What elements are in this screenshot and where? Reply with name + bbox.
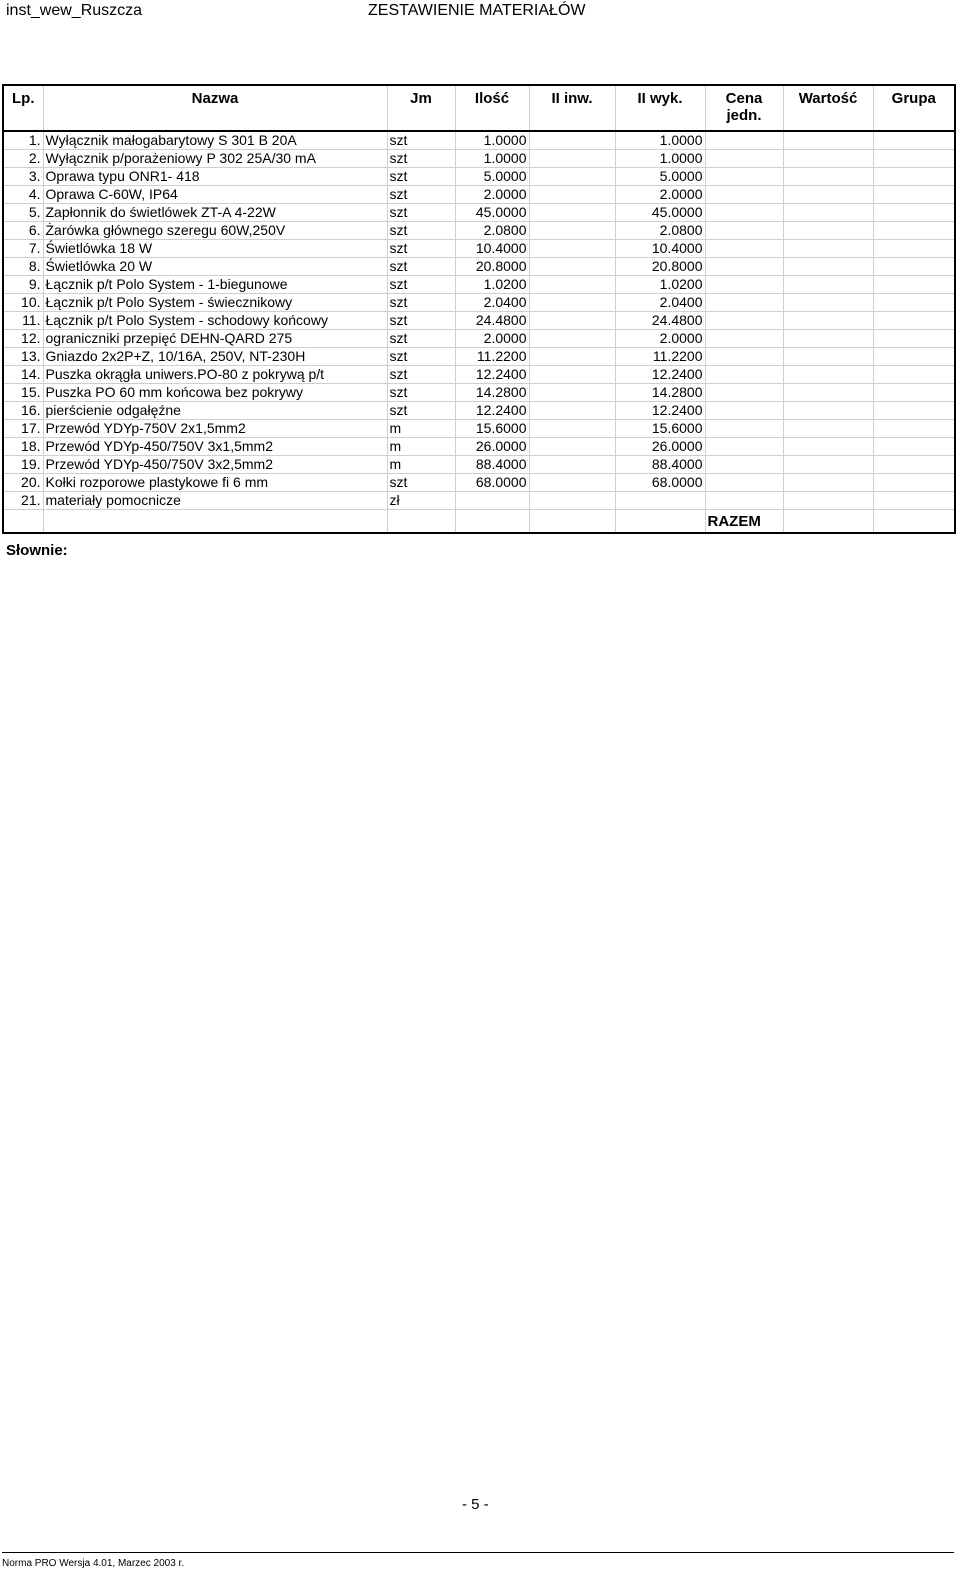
cell-lp: 13. bbox=[3, 348, 43, 366]
cell-ii-wyk: 15.6000 bbox=[615, 420, 705, 438]
cell-cena bbox=[705, 131, 783, 150]
cell-wartosc bbox=[783, 330, 873, 348]
cell-nazwa: Oprawa typu ONR1- 418 bbox=[43, 168, 387, 186]
cell-ii-wyk: 26.0000 bbox=[615, 438, 705, 456]
cell-ii-inw bbox=[529, 348, 615, 366]
cell-ii-inw bbox=[529, 186, 615, 204]
cell-ii-inw bbox=[529, 438, 615, 456]
cell-ii-inw bbox=[529, 294, 615, 312]
cell-ilosc: 2.0000 bbox=[455, 186, 529, 204]
cell-ii-wyk: 1.0000 bbox=[615, 131, 705, 150]
cell-grupa bbox=[873, 474, 955, 492]
cell-lp: 16. bbox=[3, 402, 43, 420]
cell-jm: szt bbox=[387, 276, 455, 294]
table-row bbox=[3, 312, 955, 330]
cell-grupa bbox=[873, 312, 955, 330]
cell-grupa bbox=[873, 438, 955, 456]
cell-jm: m bbox=[387, 456, 455, 474]
cell-jm: m bbox=[387, 420, 455, 438]
cell-jm: szt bbox=[387, 330, 455, 348]
cell-grupa bbox=[873, 276, 955, 294]
cell-wartosc bbox=[783, 204, 873, 222]
table-row bbox=[3, 222, 955, 240]
table-row bbox=[3, 348, 955, 366]
cell-ii-wyk: 12.2400 bbox=[615, 402, 705, 420]
cell-grupa bbox=[873, 366, 955, 384]
cell-wartosc bbox=[783, 312, 873, 330]
cell-ii-wyk: 2.0400 bbox=[615, 294, 705, 312]
cell-wartosc bbox=[783, 131, 873, 150]
cell-nazwa: Kołki rozporowe plastykowe fi 6 mm bbox=[43, 474, 387, 492]
table-row bbox=[3, 168, 955, 186]
cell-ii-wyk: 20.8000 bbox=[615, 258, 705, 276]
cell-jm: szt bbox=[387, 402, 455, 420]
cell-ii-wyk: 2.0000 bbox=[615, 186, 705, 204]
cell-ilosc: 2.0800 bbox=[455, 222, 529, 240]
cell-nazwa: Łącznik p/t Polo System - świecznikowy bbox=[43, 294, 387, 312]
cell-nazwa: Świetlówka 18 W bbox=[43, 240, 387, 258]
cell-jm: szt bbox=[387, 168, 455, 186]
cell-wartosc bbox=[783, 294, 873, 312]
cell-ii-wyk: 24.4800 bbox=[615, 312, 705, 330]
cell-ii-wyk: 5.0000 bbox=[615, 168, 705, 186]
cell-wartosc bbox=[783, 492, 873, 510]
table-row bbox=[3, 384, 955, 402]
cell-ii-inw bbox=[529, 312, 615, 330]
cell-lp: 20. bbox=[3, 474, 43, 492]
cell-ii-wyk: 10.4000 bbox=[615, 240, 705, 258]
cell-nazwa: Świetlówka 20 W bbox=[43, 258, 387, 276]
cell-ii-wyk: 2.0000 bbox=[615, 330, 705, 348]
col-nazwa: Nazwa bbox=[43, 85, 387, 131]
cell-lp: 11. bbox=[3, 312, 43, 330]
cell-cena bbox=[705, 402, 783, 420]
total-label: RAZEM bbox=[705, 510, 783, 534]
cell-wartosc bbox=[783, 186, 873, 204]
col-ii-inw: II inw. bbox=[529, 85, 615, 131]
cell-nazwa: Puszka okrągła uniwers.PO-80 z pokrywą p/t bbox=[43, 366, 387, 384]
cell-ilosc: 10.4000 bbox=[455, 240, 529, 258]
cell-ilosc: 12.2400 bbox=[455, 366, 529, 384]
cell-nazwa: Wyłącznik p/porażeniowy P 302 25A/30 mA bbox=[43, 150, 387, 168]
cell-jm: szt bbox=[387, 294, 455, 312]
cell-lp: 9. bbox=[3, 276, 43, 294]
cell-nazwa: Gniazdo 2x2P+Z, 10/16A, 250V, NT-230H bbox=[43, 348, 387, 366]
cell-ii-inw bbox=[529, 222, 615, 240]
cell-ilosc: 2.0400 bbox=[455, 294, 529, 312]
cell-lp: 10. bbox=[3, 294, 43, 312]
cell-cena bbox=[705, 474, 783, 492]
cell-grupa bbox=[873, 294, 955, 312]
cell-ilosc: 20.8000 bbox=[455, 258, 529, 276]
cell-ilosc: 24.4800 bbox=[455, 312, 529, 330]
cell-lp: 17. bbox=[3, 420, 43, 438]
col-grupa: Grupa bbox=[873, 85, 955, 131]
cell-wartosc bbox=[783, 456, 873, 474]
table-row bbox=[3, 240, 955, 258]
table-row bbox=[3, 330, 955, 348]
cell-grupa bbox=[873, 240, 955, 258]
cell-wartosc bbox=[783, 168, 873, 186]
cell-nazwa: ograniczniki przepięć DEHN-QARD 275 bbox=[43, 330, 387, 348]
footer-text: Norma PRO Wersja 4.01, Marzec 2003 r. bbox=[2, 1558, 185, 1569]
table-row bbox=[3, 402, 955, 420]
cell-ilosc: 12.2400 bbox=[455, 402, 529, 420]
cell-ii-inw bbox=[529, 150, 615, 168]
cell-grupa bbox=[873, 420, 955, 438]
cell-ilosc: 14.2800 bbox=[455, 384, 529, 402]
cell-ii-wyk: 68.0000 bbox=[615, 474, 705, 492]
col-ilosc: Ilość bbox=[455, 85, 529, 131]
cell-nazwa: Żarówka głównego szeregu 60W,250V bbox=[43, 222, 387, 240]
cell-lp: 3. bbox=[3, 168, 43, 186]
cell-wartosc bbox=[783, 438, 873, 456]
cell-cena bbox=[705, 312, 783, 330]
cell-nazwa: materiały pomocnicze bbox=[43, 492, 387, 510]
cell-ii-wyk: 45.0000 bbox=[615, 204, 705, 222]
cell-jm: szt bbox=[387, 348, 455, 366]
cell-wartosc bbox=[783, 474, 873, 492]
cell-grupa bbox=[873, 258, 955, 276]
table-header-row bbox=[3, 85, 955, 131]
cell-jm: szt bbox=[387, 384, 455, 402]
cell-cena bbox=[705, 150, 783, 168]
table-row bbox=[3, 131, 955, 150]
cell-cena bbox=[705, 168, 783, 186]
table-row bbox=[3, 258, 955, 276]
cell-nazwa: Zapłonnik do świetlówek ZT-A 4-22W bbox=[43, 204, 387, 222]
cell-jm: szt bbox=[387, 186, 455, 204]
materials-table bbox=[2, 84, 956, 534]
cell-ii-wyk: 88.4000 bbox=[615, 456, 705, 474]
cell-ii-inw bbox=[529, 384, 615, 402]
table-row bbox=[3, 456, 955, 474]
table-row bbox=[3, 204, 955, 222]
cell-lp: 12. bbox=[3, 330, 43, 348]
col-wartosc: Wartość bbox=[783, 85, 873, 131]
document-name: inst_wew_Ruszcza bbox=[6, 2, 143, 19]
cell-ilosc: 2.0000 bbox=[455, 330, 529, 348]
table-row bbox=[3, 492, 955, 510]
cell-ilosc: 88.4000 bbox=[455, 456, 529, 474]
table-row bbox=[3, 474, 955, 492]
cell-lp: 8. bbox=[3, 258, 43, 276]
cell-cena bbox=[705, 456, 783, 474]
cell-ii-wyk: 14.2800 bbox=[615, 384, 705, 402]
cell-jm: zł bbox=[387, 492, 455, 510]
cell-ilosc bbox=[455, 492, 529, 510]
cell-jm: szt bbox=[387, 150, 455, 168]
cell-cena bbox=[705, 276, 783, 294]
cell-ilosc: 15.6000 bbox=[455, 420, 529, 438]
cell-lp: 6. bbox=[3, 222, 43, 240]
cell-wartosc bbox=[783, 150, 873, 168]
cell-grupa bbox=[873, 330, 955, 348]
cell-ilosc: 1.0000 bbox=[455, 150, 529, 168]
cell-jm: szt bbox=[387, 222, 455, 240]
cell-ilosc: 5.0000 bbox=[455, 168, 529, 186]
table-row bbox=[3, 420, 955, 438]
col-ii-wyk: II wyk. bbox=[615, 85, 705, 131]
cell-ilosc: 45.0000 bbox=[455, 204, 529, 222]
cell-ii-inw bbox=[529, 456, 615, 474]
cell-lp: 18. bbox=[3, 438, 43, 456]
cell-ii-inw bbox=[529, 420, 615, 438]
cell-wartosc bbox=[783, 276, 873, 294]
table-row bbox=[3, 294, 955, 312]
cell-ii-inw bbox=[529, 492, 615, 510]
cell-jm: m bbox=[387, 438, 455, 456]
total-value bbox=[783, 510, 873, 534]
cell-ii-inw bbox=[529, 258, 615, 276]
cell-nazwa: Puszka PO 60 mm końcowa bez pokrywy bbox=[43, 384, 387, 402]
cell-ii-inw bbox=[529, 168, 615, 186]
cell-wartosc bbox=[783, 366, 873, 384]
cell-cena bbox=[705, 492, 783, 510]
cell-cena bbox=[705, 330, 783, 348]
cell-lp: 19. bbox=[3, 456, 43, 474]
cell-grupa bbox=[873, 222, 955, 240]
cell-cena bbox=[705, 348, 783, 366]
cell-jm: szt bbox=[387, 131, 455, 150]
cell-grupa bbox=[873, 384, 955, 402]
document-title: ZESTAWIENIE MATERIAŁÓW bbox=[368, 2, 586, 19]
cell-grupa bbox=[873, 456, 955, 474]
col-jm: Jm bbox=[387, 85, 455, 131]
cell-ii-wyk: 11.2200 bbox=[615, 348, 705, 366]
cell-cena bbox=[705, 366, 783, 384]
cell-jm: szt bbox=[387, 204, 455, 222]
cell-cena bbox=[705, 204, 783, 222]
cell-cena bbox=[705, 240, 783, 258]
cell-jm: szt bbox=[387, 258, 455, 276]
cell-ilosc: 26.0000 bbox=[455, 438, 529, 456]
cell-wartosc bbox=[783, 222, 873, 240]
cell-wartosc bbox=[783, 384, 873, 402]
cell-grupa bbox=[873, 131, 955, 150]
cell-ilosc: 1.0000 bbox=[455, 131, 529, 150]
cell-cena bbox=[705, 384, 783, 402]
col-lp: Lp. bbox=[3, 85, 43, 131]
cell-nazwa: Oprawa C-60W, IP64 bbox=[43, 186, 387, 204]
cell-ii-wyk: 12.2400 bbox=[615, 366, 705, 384]
cell-ii-inw bbox=[529, 204, 615, 222]
cell-ii-wyk: 1.0000 bbox=[615, 150, 705, 168]
cell-cena bbox=[705, 258, 783, 276]
cell-grupa bbox=[873, 150, 955, 168]
table-row bbox=[3, 438, 955, 456]
cell-ii-inw bbox=[529, 131, 615, 150]
cell-grupa bbox=[873, 402, 955, 420]
cell-ii-inw bbox=[529, 366, 615, 384]
cell-nazwa: Łącznik p/t Polo System - schodowy końcowy bbox=[43, 312, 387, 330]
cell-jm: szt bbox=[387, 366, 455, 384]
cell-ii-wyk bbox=[615, 492, 705, 510]
table-row bbox=[3, 186, 955, 204]
cell-ii-inw bbox=[529, 402, 615, 420]
cell-cena bbox=[705, 438, 783, 456]
cell-jm: szt bbox=[387, 240, 455, 258]
cell-lp: 4. bbox=[3, 186, 43, 204]
cell-jm: szt bbox=[387, 312, 455, 330]
cell-cena bbox=[705, 294, 783, 312]
cell-ii-wyk: 1.0200 bbox=[615, 276, 705, 294]
cell-grupa bbox=[873, 186, 955, 204]
cell-cena bbox=[705, 420, 783, 438]
table-row bbox=[3, 366, 955, 384]
cell-ii-inw bbox=[529, 474, 615, 492]
cell-cena bbox=[705, 222, 783, 240]
cell-lp: 7. bbox=[3, 240, 43, 258]
total-row bbox=[3, 510, 955, 534]
cell-wartosc bbox=[783, 258, 873, 276]
cell-grupa bbox=[873, 204, 955, 222]
cell-ii-wyk: 2.0800 bbox=[615, 222, 705, 240]
cell-ii-inw bbox=[529, 240, 615, 258]
cell-wartosc bbox=[783, 348, 873, 366]
cell-nazwa: Przewód YDYp-750V 2x1,5mm2 bbox=[43, 420, 387, 438]
cell-nazwa: Przewód YDYp-450/750V 3x1,5mm2 bbox=[43, 438, 387, 456]
cell-ii-inw bbox=[529, 330, 615, 348]
page-number: - 5 - bbox=[462, 1496, 489, 1513]
cell-ilosc: 11.2200 bbox=[455, 348, 529, 366]
cell-ilosc: 1.0200 bbox=[455, 276, 529, 294]
cell-lp: 2. bbox=[3, 150, 43, 168]
table-row bbox=[3, 276, 955, 294]
cell-lp: 14. bbox=[3, 366, 43, 384]
table-row bbox=[3, 150, 955, 168]
cell-grupa bbox=[873, 492, 955, 510]
cell-lp: 1. bbox=[3, 131, 43, 150]
cell-nazwa: Łącznik p/t Polo System - 1-biegunowe bbox=[43, 276, 387, 294]
cell-lp: 15. bbox=[3, 384, 43, 402]
cell-wartosc bbox=[783, 420, 873, 438]
cell-wartosc bbox=[783, 402, 873, 420]
cell-ii-inw bbox=[529, 276, 615, 294]
cell-grupa bbox=[873, 348, 955, 366]
cell-nazwa: Przewód YDYp-450/750V 3x2,5mm2 bbox=[43, 456, 387, 474]
footer-divider bbox=[2, 1552, 954, 1553]
cell-nazwa: pierścienie odgałęźne bbox=[43, 402, 387, 420]
cell-ilosc: 68.0000 bbox=[455, 474, 529, 492]
cell-jm: szt bbox=[387, 474, 455, 492]
cell-lp: 5. bbox=[3, 204, 43, 222]
cell-grupa bbox=[873, 168, 955, 186]
col-cena: Cena jedn. bbox=[705, 85, 783, 131]
cell-cena bbox=[705, 186, 783, 204]
cell-wartosc bbox=[783, 240, 873, 258]
cell-nazwa: Wyłącznik małogabarytowy S 301 B 20A bbox=[43, 131, 387, 150]
amount-in-words-label: Słownie: bbox=[6, 542, 68, 559]
cell-lp: 21. bbox=[3, 492, 43, 510]
